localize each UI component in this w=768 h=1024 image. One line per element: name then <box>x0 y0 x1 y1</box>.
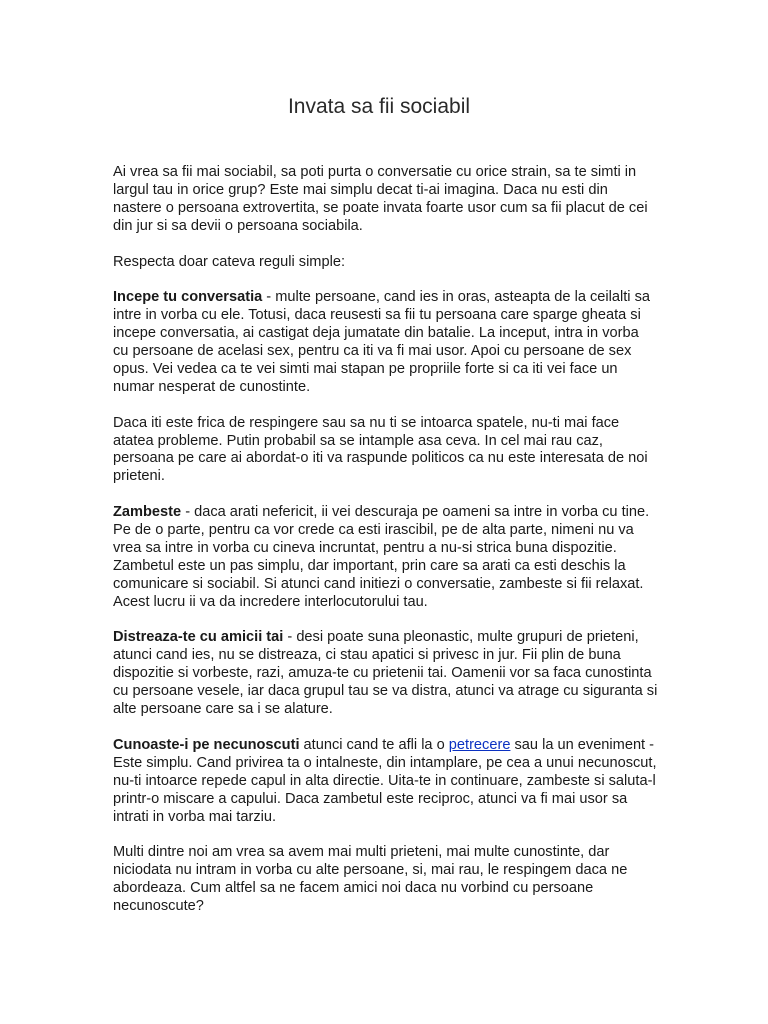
document-title: Invata sa fii sociabil <box>287 95 471 118</box>
rejection-fear-paragraph: Daca iti este frica de respingere sau sa nu ti se intoarca spatele, nu-ti mai face atatea probleme. Putin probabil sa se intample asa ceva. In cel mai rau caz, persoana pe care ai abordat-o iti va raspunde politicos ca nu este interesata de noi prieteni. <box>113 414 648 485</box>
rule-have-fun-heading: Distreaza-te cu amicii tai <box>113 629 284 646</box>
rules-intro-paragraph: Respecta doar cateva reguli simple: <box>113 253 345 270</box>
rule-smile-heading: Zambeste <box>113 504 182 521</box>
rule-start-conversation-paragraph <box>113 289 658 396</box>
rule-smile-paragraph <box>113 504 658 611</box>
rule-have-fun-text: - desi poate suna pleonastic, multe grupuri de prieteni, atunci cand ies, nu se distreaza, ci stau apatici si privesc in jur. Fii plin de buna dispozitie si vorbeste, razi, amuza-te cu prietenii tai. Oamenii vor sa faca cunostinta cu persoane vesele, iar daca grupul tau se va distra, atunci va atrage cu siguranta si alte persoane care sa i se alature. <box>113 629 658 718</box>
rule-meet-strangers-paragraph <box>113 737 658 827</box>
closing-paragraph: Multi dintre noi am vrea sa avem mai multi prieteni, mai multe cunostinte, dar niciodata nu intram in vorba cu alte persoane, si, mai rau, le respingem daca ne abordeaza. Cum altfel sa ne facem amici noi daca nu vorbind cu persoane necunoscute? <box>113 844 628 915</box>
rule-start-conversation-text: - multe persoane, cand ies in oras, asteapta de la ceilalti sa intre in vorba cu ele. Totusi, daca reusesti sa fii tu persoana care sparge gheata si incepe conversatia, ai castigat deja jumatate din batalie. La inceput, intra in vorba cu persoane de acelasi sex, pentru ca iti va fi mai usor. Apoi cu persoane de sex opus. Vei vedea ca te vei simti mai stapan pe propriile forte si ca iti vei face un numar nesperat de cunostinte. <box>113 289 651 395</box>
rule-start-conversation-heading: Incepe tu conversatia <box>113 289 263 306</box>
intro-paragraph: Ai vrea sa fii mai sociabil, sa poti purta o conversatie cu orice strain, sa te simti in largul tau in orice grup? Este mai simplu decat ti-ai imagina. Daca nu esti din nastere o persoana extrovertita, se poate invata foarte usor cum sa fii placut de cei din jur si sa devii o persoana sociabila. <box>113 164 648 234</box>
rule-meet-strangers-heading: Cunoaste-i pe necunoscuti <box>113 736 300 753</box>
rule-meet-strangers-text-after: sau la un eveniment - Este simplu. Cand privirea ta o intalneste, din intamplare, pe cea a unui necunoscut, nu-ti intoarce repede capul in alta directie. Uita-te in continuare, zambeste si saluta-l printr-o miscare a capului. Daca zambetul este reciproc, atunci va fi mai usor sa intrati in vorba mai tarziu. <box>113 736 657 825</box>
rule-smile-text: - daca arati nefericit, ii vei descuraja pe oameni sa intre in vorba cu tine. Pe de o parte, pentru ca vor crede ca esti irascibil, pe de alta parte, nimeni nu va vrea sa intre in vorba cu cineva incruntat, pentru a nu-si strica buna dispozitie. Zambetul este un pas simplu, dar important, prin care sa arati ca esti deschis la comunicare si sociabil. Si atunci cand initiezi o conversatie, zambeste si fii relaxat. Acest lucru ii va da incredere interlocutorului tau. <box>113 504 650 610</box>
document-body <box>113 164 658 934</box>
rule-meet-strangers-text-before: atunci cand te afli la o <box>299 736 449 753</box>
rule-have-fun-paragraph <box>113 629 658 719</box>
party-link[interactable]: petrecere <box>448 736 511 753</box>
